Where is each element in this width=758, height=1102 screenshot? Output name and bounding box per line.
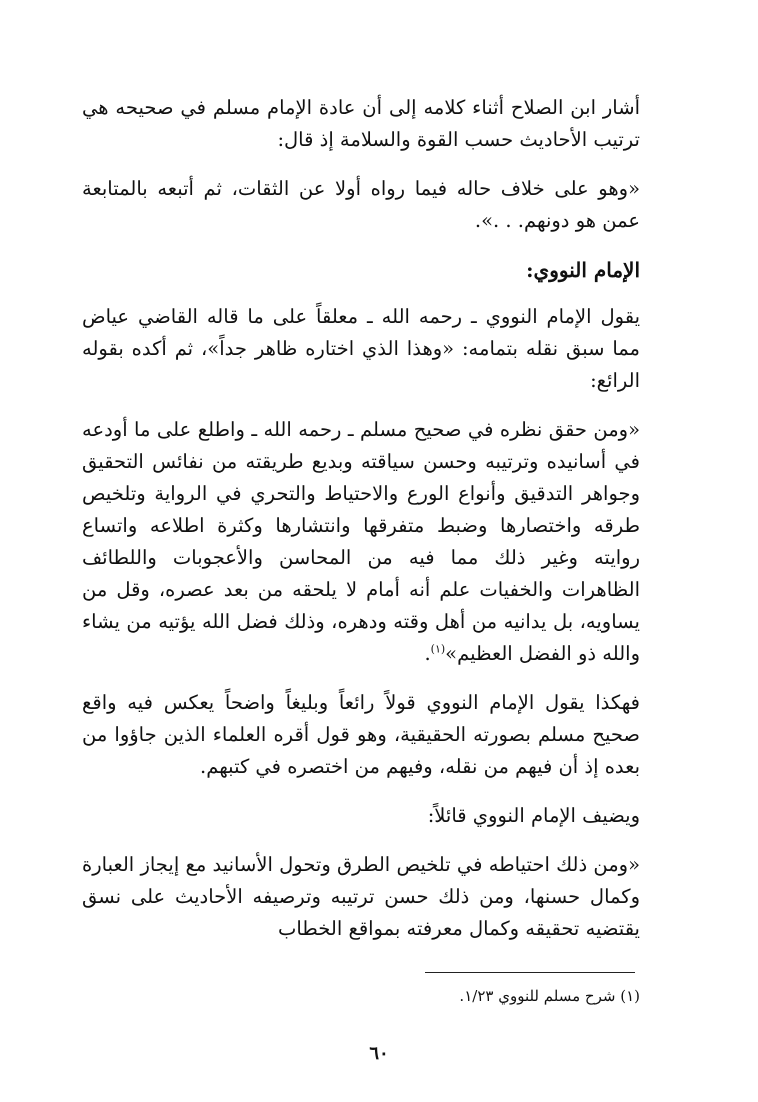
paragraph-ibn-salah: أشار ابن الصلاح أثناء كلامه إلى أن عادة الإمام مسلم في صحيحه هي ترتيب الأحاديث حسب القوة والسلامة إذ قال: bbox=[82, 96, 640, 151]
footnote-text: شرح مسلم للنووي ١/٢٣. bbox=[459, 987, 616, 1005]
quote-nawawi-continued: «ومن ذلك احتياطه في تلخيص الطرق وتحول الأسانيد مع إيجاز العبارة وكمال حسنها، ومن ذلك حسن ترتيبه وترصيفه الأحاديث على نسق يقتضيه تحقيقه وكمال معرفته بمواقع الخطاب bbox=[82, 853, 640, 940]
section-heading: الإمام النووي: bbox=[526, 258, 640, 282]
page-number: ٦٠ bbox=[369, 1043, 389, 1064]
paragraph-commentary: فهكذا يقول الإمام النووي قولاً رائعاً وبليغاً واضحاً يعكس فيه واقع صحيح مسلم بصورته الحقيقية، وهو قول أقره العلماء الذين جاؤوا من بعده إذ أن فيهم من نقله، وفيهم من اختصره في كتبهم. bbox=[82, 691, 641, 778]
paragraph-nawawi-intro: يقول الإمام النووي ـ رحمه الله ـ معلقاً على ما قاله القاضي عياض مما سبق نقله بتمامه: «وهذا الذي اختاره ظاهر جداً»، ثم أكده بقوله الرائع: bbox=[82, 305, 640, 392]
main-text-block bbox=[82, 92, 640, 962]
footnote bbox=[459, 985, 640, 1007]
quote-nawawi-long-end: . bbox=[424, 642, 431, 665]
quote-ibn-salah: «وهو على خلاف حاله فيما رواه أولا عن الثقات، ثم أتبعه بالمتابعة عمن هو دونهم. . .». bbox=[82, 177, 640, 232]
quote-nawawi-long-text: «ومن حقق نظره في صحيح مسلم ـ رحمه الله ـ واطلع على ما أودعه في أسانيده وترتيبه وحسن سياقته وبديع طريقته من نفائس التحقيق وجواهر التدقيق وأنواع الورع والاحتياط والتحري في الرواية وتلخيص طرقه واختصارها وضبط متفرقها وانتشارها وكثرة اطلاعه واتساع روايته وغير ذلك مما فيه من المحاسن والأعجوبات واللطائف الظاهرات والخفيات علم أنه أمام لا يلحقه من بعد عصره، وقل من يساويه، بل يدانيه من أهل وقته ودهره، وذلك فضل الله يؤتيه من يشاء والله ذو الفضل العظيم» bbox=[82, 418, 640, 665]
footnote-marker: (١) bbox=[620, 987, 640, 1005]
footnote-divider bbox=[425, 972, 635, 973]
quote-nawawi-long bbox=[82, 414, 640, 670]
paragraph-nawawi-adds: ويضيف الإمام النووي قائلاً: bbox=[427, 804, 640, 827]
footnote-reference[interactable]: (١) bbox=[430, 642, 446, 656]
